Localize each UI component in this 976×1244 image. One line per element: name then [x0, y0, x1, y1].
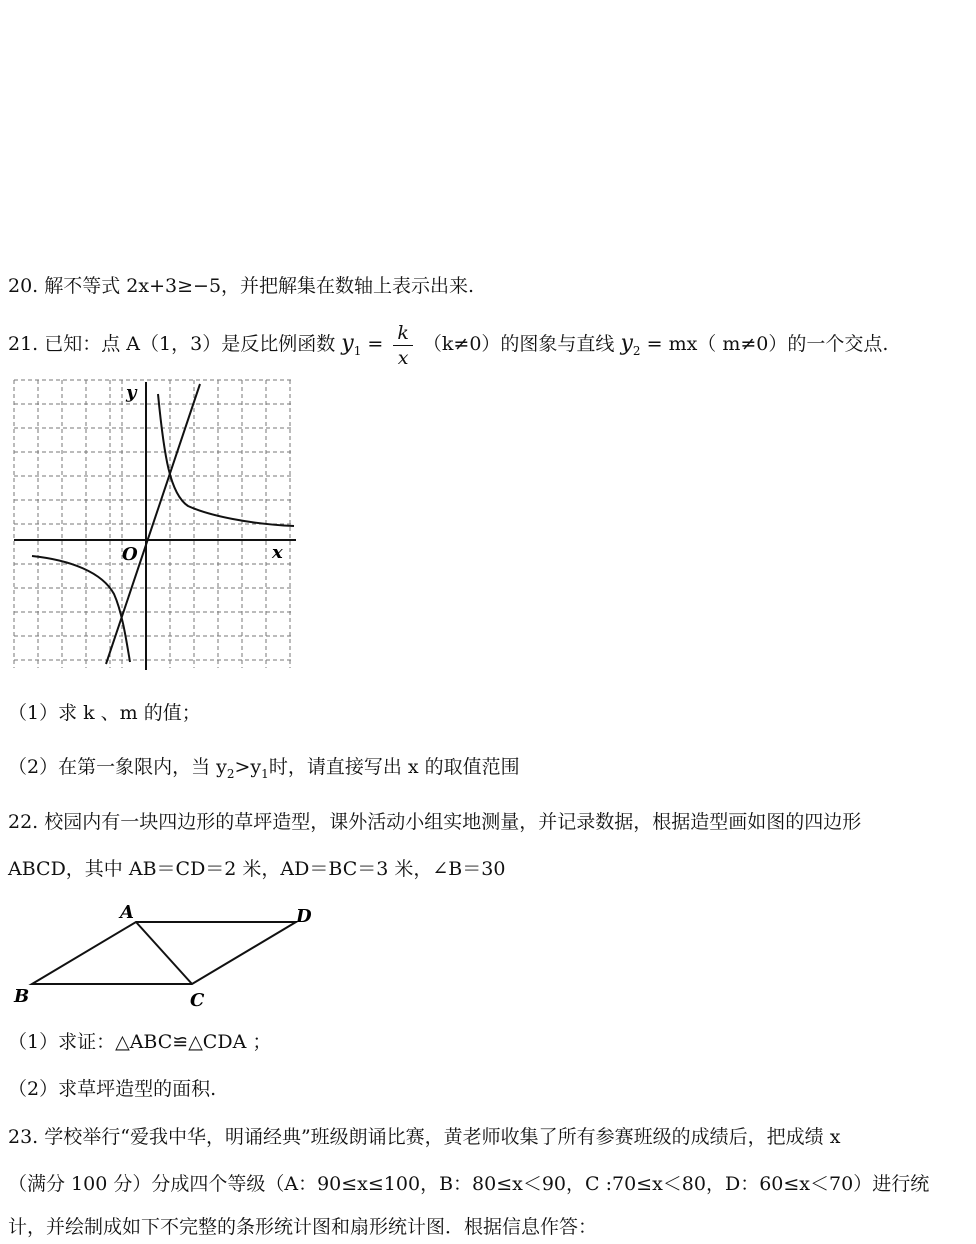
q21-y1: y — [341, 331, 354, 356]
vertex-c: C — [190, 990, 205, 1010]
q21-eq: = — [367, 333, 384, 355]
hyperbola-branch-1 — [158, 394, 294, 526]
q21-part2-sub1: 1 — [261, 766, 269, 781]
hyperbola-branch-2 — [32, 556, 130, 662]
q21-y2: y — [620, 331, 633, 356]
q23-line1 — [8, 1124, 840, 1150]
diagonal-ac — [136, 922, 192, 984]
axis-label-x: x — [272, 542, 283, 563]
question-20 — [8, 273, 474, 299]
q21-fraction — [393, 321, 413, 370]
q22-part2-text: （2）求草坪造型的面积. — [8, 1078, 217, 1100]
q23-line2 — [8, 1171, 929, 1197]
q23-line3-text: 计，并绘制成如下不完整的条形统计图和扇形统计图．根据信息作答： — [8, 1216, 598, 1238]
q22-line1-text: 22. 校园内有一块四边形的草坪造型，课外活动小组实地测量，并记录数据，根据造型画如图的四边形 — [8, 811, 862, 833]
origin-label: O — [122, 544, 138, 565]
vertex-b: B — [14, 986, 30, 1007]
q21-part2 — [8, 754, 520, 787]
vertex-d: D — [296, 906, 312, 927]
q23-line2-text: （满分 100 分）分成四个等级（A：90≤x≤100，B：80≤x＜90，C :70≤x＜80，D：60≤x＜70）进行统 — [8, 1173, 930, 1195]
q22-figure — [10, 898, 320, 1010]
question-21 — [8, 314, 888, 374]
q22-part1 — [8, 1029, 271, 1055]
q21-y2-sub: 2 — [632, 343, 641, 358]
vertex-a: A — [120, 902, 134, 923]
q21-prefix: 21. 已知：点 A（1，3）是反比例函数 — [8, 333, 336, 355]
q21-part1-text: （1）求 k 、m 的值； — [8, 702, 201, 724]
q21-part2-gt: >y — [234, 756, 262, 778]
q22-line1 — [8, 809, 861, 835]
q22-part1-text: （1）求证：△ABC≌△CDA ； — [8, 1031, 272, 1053]
q22-part2 — [8, 1076, 216, 1102]
q22-line2-text: ABCD，其中 AB＝CD＝2 米，AD＝BC＝3 米，∠B＝30 — [8, 858, 506, 880]
question-20-text: 20. 解不等式 2x+3≥−5，并把解集在数轴上表示出来. — [8, 275, 475, 297]
q21-frac-den: x — [397, 346, 409, 369]
q21-frac-num: k — [393, 321, 413, 346]
q21-part2-suffix: 时，请直接写出 x 的取值范围 — [268, 756, 520, 778]
q21-part1 — [8, 700, 201, 726]
q23-line1-text: 23. 学校举行“爱我中华，明诵经典”班级朗诵比赛，黄老师收集了所有参赛班级的成绩后，把成绩 x — [8, 1126, 841, 1148]
q22-line2 — [8, 856, 505, 882]
q23-line3 — [8, 1214, 597, 1240]
q21-part2-sub2: 2 — [226, 766, 235, 781]
q21-line-eq: = mx（ m≠0）的一个交点. — [646, 333, 889, 355]
axis-label-y: y — [126, 382, 137, 403]
q21-mid: （k≠0）的图象与直线 — [422, 333, 615, 355]
q21-graph — [10, 376, 300, 672]
q21-part2-prefix: （2）在第一象限内，当 y — [8, 756, 227, 778]
q21-y1-sub: 1 — [353, 343, 362, 358]
